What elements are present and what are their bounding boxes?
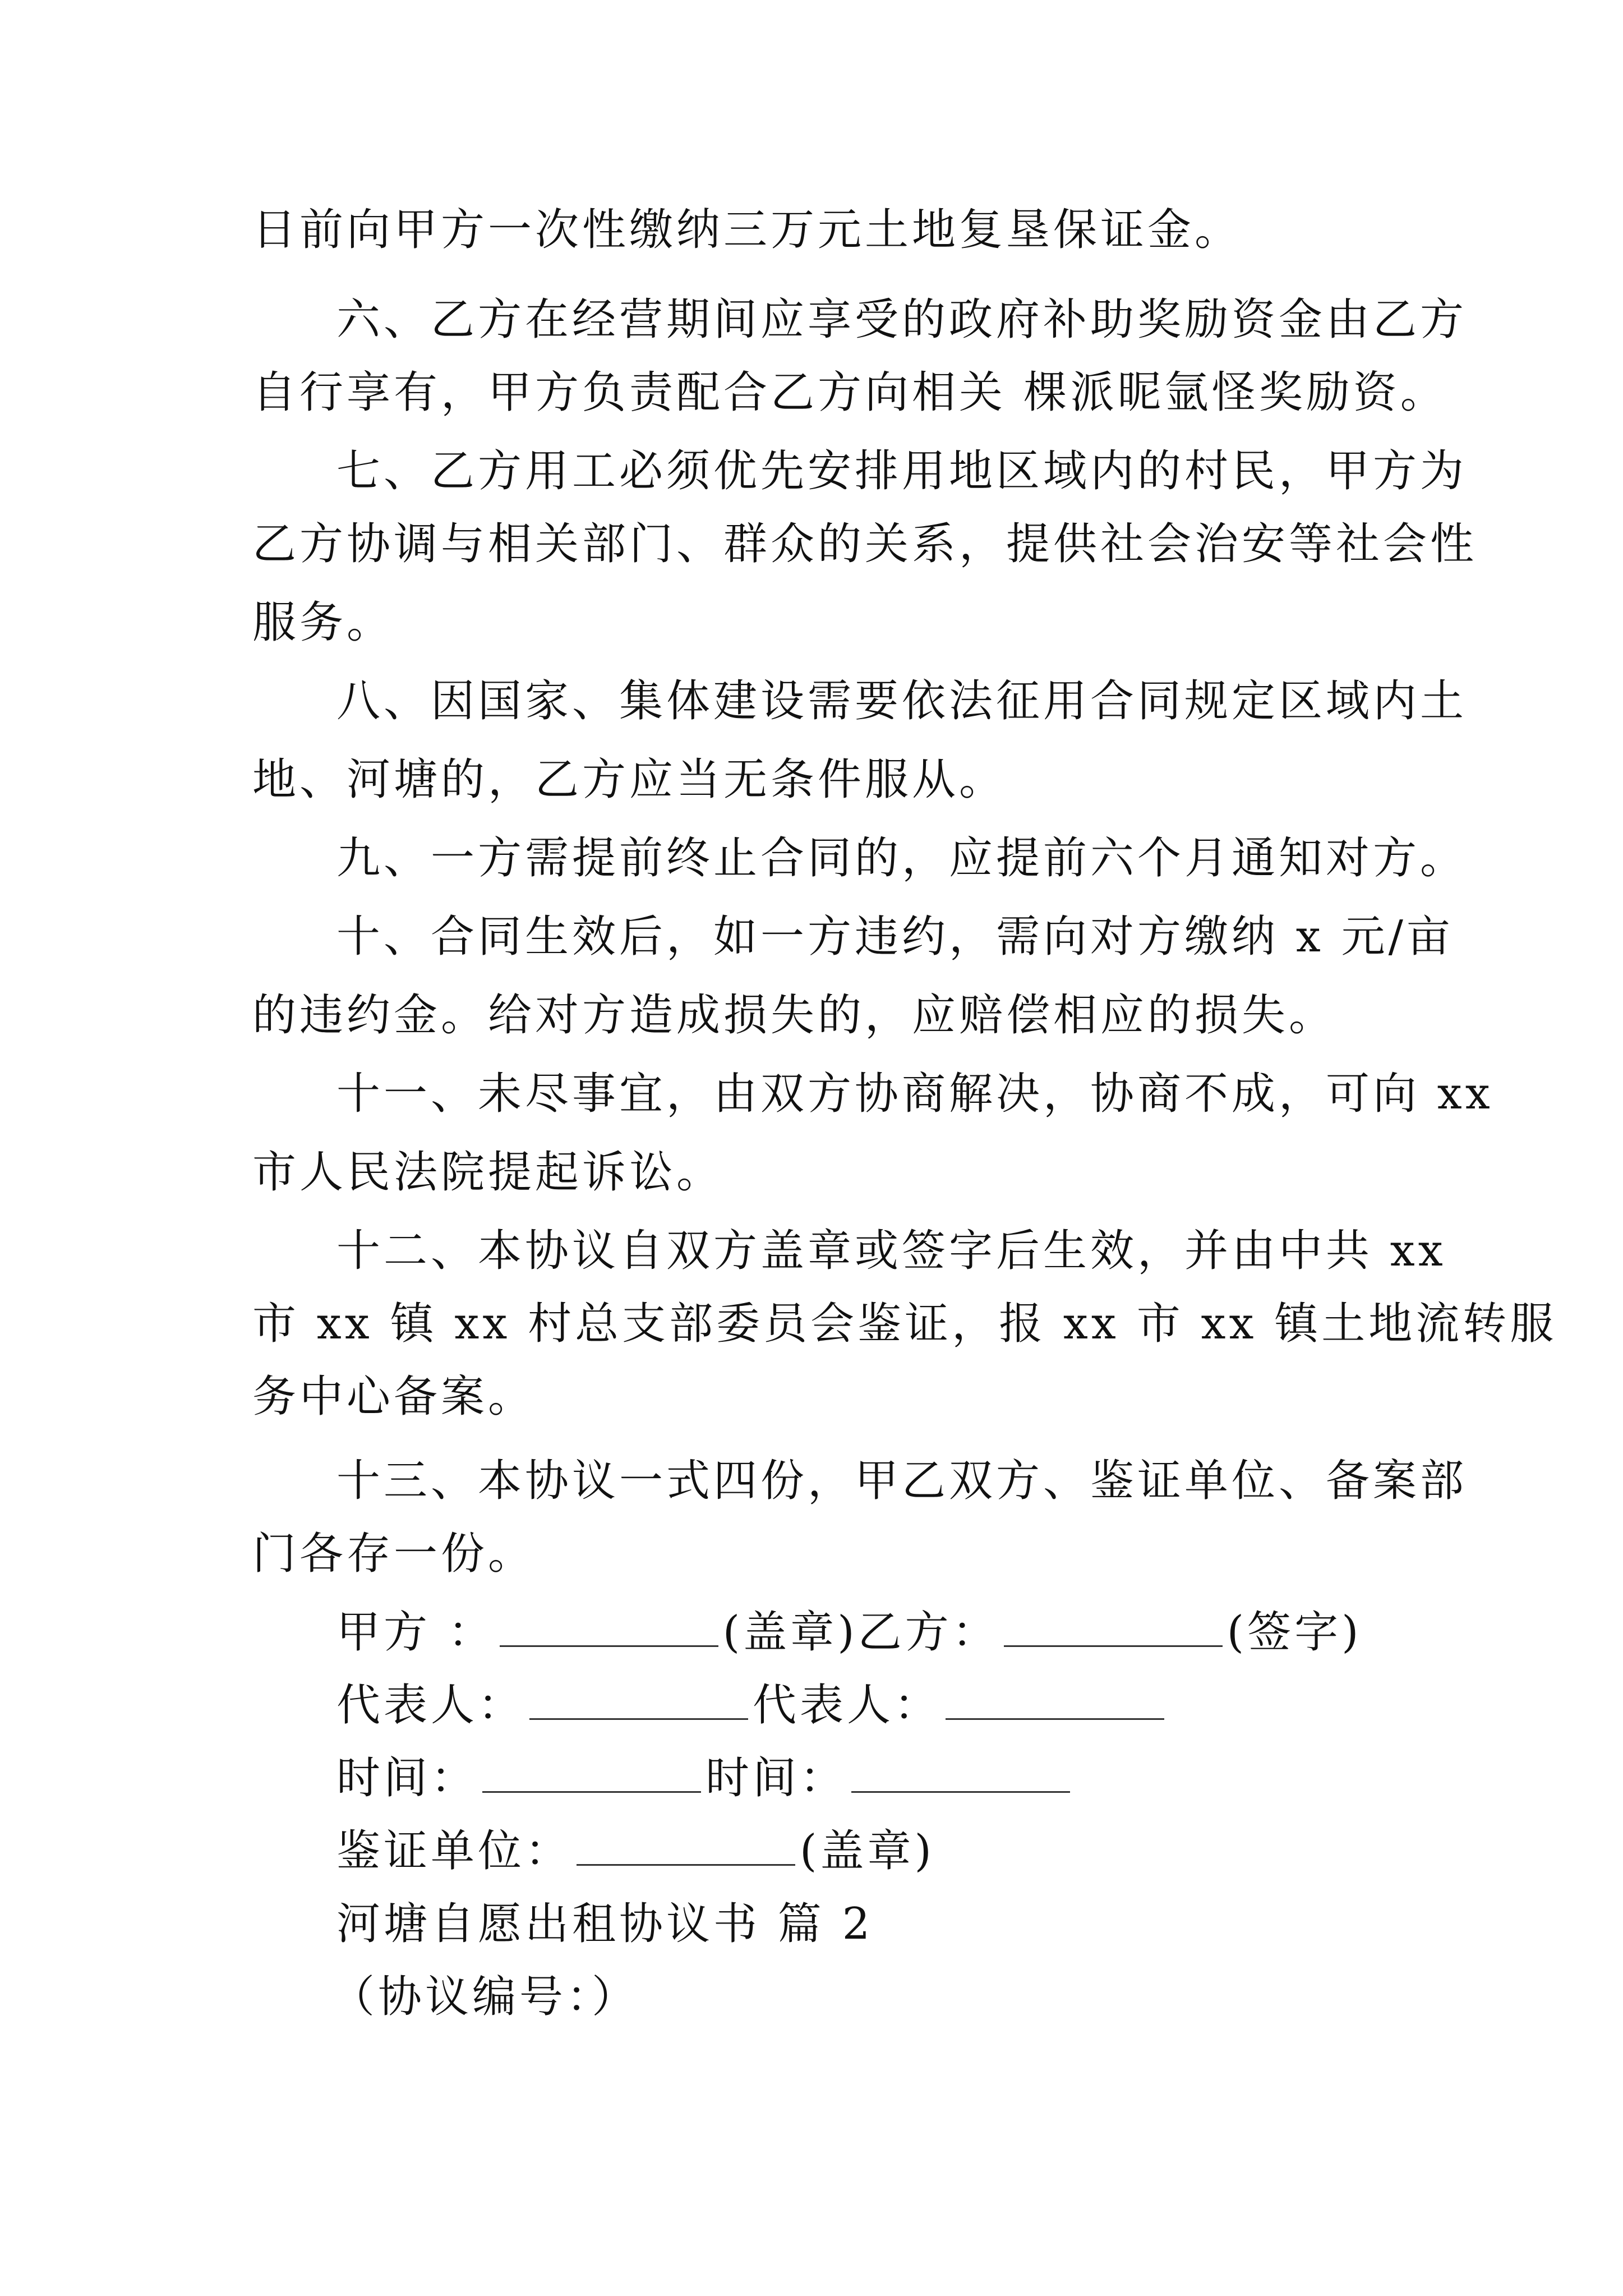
paragraph-line: 十三、本协议一式四份，甲乙双方、鉴证单位、备案部 [336, 1456, 1468, 1506]
paragraph-line: 八、因国家、集体建设需要依法征用合同规定区域内土 [336, 676, 1468, 726]
paragraph-line: 十、合同生效后，如一方违约，需向对方缴纳 x 元/亩 [336, 912, 1454, 962]
paragraph-line: 市 xx 镇 xx 村总支部委员会鉴证，报 xx 市 xx 镇土地流转服 [252, 1299, 1557, 1349]
time-a-blank [482, 1752, 701, 1793]
paragraph-line: 市人民法院提起诉讼。 [252, 1147, 724, 1198]
witness-blank [577, 1825, 795, 1866]
rep-a-label: 代表人： [336, 1680, 525, 1731]
signature-row-representatives [336, 1677, 1169, 1733]
time-a-label: 时间： [336, 1753, 478, 1803]
paragraph-line: 九、一方需提前终止合同的，应提前六个月通知对方。 [336, 833, 1468, 884]
rep-a-blank [529, 1679, 748, 1720]
signature-row-witness [336, 1823, 935, 1879]
paragraph-line: 十二、本协议自双方盖章或签字后生效，并由中共 xx [336, 1226, 1446, 1276]
paragraph-line: 的违约金。给对方造成损失的，应赔偿相应的损失。 [252, 990, 1336, 1041]
paragraph-line: 地、河塘的，乙方应当无条件服从。 [252, 754, 1007, 805]
paragraph-line: 门各存一份。 [252, 1529, 536, 1579]
signature-row-time [336, 1750, 1075, 1806]
party-b-sign-label: (签字) [1227, 1607, 1362, 1658]
section-title: 河塘自愿出租协议书 篇 2 [336, 1899, 874, 1949]
paragraph-line: 十一、未尽事宜，由双方协商解决，协商不成，可向 xx [336, 1069, 1493, 1119]
party-a-blank [500, 1606, 718, 1647]
paragraph-line: 服务。 [252, 597, 394, 648]
paragraph-line: 日前向甲方一次性缴纳三万元土地复垦保证金。 [252, 205, 1242, 255]
paragraph-line: 务中心备案。 [252, 1372, 536, 1422]
time-b-blank [851, 1752, 1070, 1793]
time-b-label: 时间： [706, 1753, 847, 1803]
party-a-seal-label: (盖章)乙方： [722, 1607, 999, 1658]
paragraph-line: 七、乙方用工必须优先安排用地区域内的村民，甲方为 [336, 446, 1468, 496]
witness-seal-label: (盖章) [800, 1826, 935, 1876]
agreement-number: （协议编号：） [331, 1972, 639, 2022]
signature-row-parties [336, 1604, 1362, 1660]
witness-label: 鉴证单位： [336, 1826, 573, 1876]
party-a-label: 甲方 ： [336, 1607, 495, 1658]
rep-b-blank [946, 1679, 1164, 1720]
paragraph-line: 乙方协调与相关部门、群众的关系，提供社会治安等社会性 [252, 519, 1478, 569]
rep-b-label: 代表人： [753, 1680, 942, 1731]
paragraph-line: 六、乙方在经营期间应享受的政府补助奖励资金由乙方 [336, 295, 1468, 345]
paragraph-line: 自行享有，甲方负责配合乙方向相关 棵派昵氩怪奖励资。 [252, 367, 1447, 418]
party-b-blank [1004, 1606, 1223, 1647]
